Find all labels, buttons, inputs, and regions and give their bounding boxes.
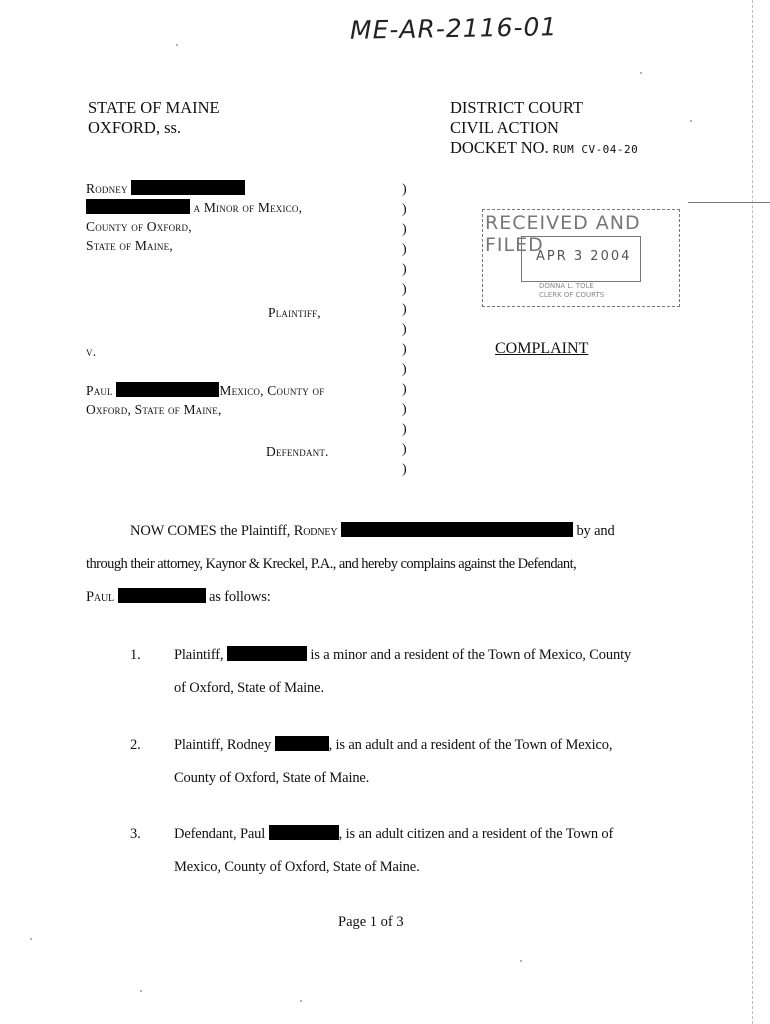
defendant-residence: Mexico, County of — [219, 383, 325, 398]
docket-line — [450, 138, 638, 160]
action-type: CIVIL ACTION — [450, 118, 559, 137]
document-title: COMPLAINT — [495, 340, 589, 357]
scan-edge-line — [752, 0, 754, 1024]
numbered-paragraph-1 — [130, 639, 690, 705]
paragraph-line — [174, 639, 690, 672]
intro-line-3 — [86, 581, 686, 614]
intro-paragraph — [86, 515, 686, 614]
paragraph-line: County of Oxford, State of Maine. — [174, 770, 370, 786]
scan-speck — [690, 120, 692, 122]
paragraph-line — [174, 818, 690, 851]
defendant-line-2: Oxford, State of Maine, — [86, 402, 222, 417]
numbered-paragraph-3 — [130, 818, 690, 884]
redaction-bar — [269, 825, 339, 840]
venue-state: STATE OF MAINE — [88, 98, 220, 117]
stamp-title: RECEIVED AND FILED — [485, 212, 641, 256]
scan-speck — [640, 72, 642, 74]
court-name: DISTRICT COURT — [450, 98, 584, 117]
stamp-date: APR 3 2004 — [536, 249, 632, 264]
scan-speck — [140, 990, 142, 992]
caption-parentheses: ) ) ) ) ) ) ) ) ) ) ) ) ) ) ) — [402, 182, 407, 477]
handwritten-docket-code: ME-AR-2116-01 — [349, 12, 558, 45]
paragraph-text: is a minor and a resident of the Town of Mexico, County — [310, 647, 632, 663]
paragraph-text: Plaintiff, Rodney — [174, 737, 272, 753]
defendant-role: Defendant. — [266, 444, 329, 459]
venue-county: OXFORD, ss. — [88, 118, 182, 137]
stamp-clerk-title: CLERK OF COURTS — [539, 291, 605, 299]
intro-plaintiff-name: Rodney — [293, 523, 338, 539]
scan-speck — [300, 1000, 302, 1002]
redaction-bar — [227, 646, 307, 661]
defendant-name-label: Paul — [86, 383, 113, 398]
intro-defendant-name: Paul — [86, 589, 115, 605]
plaintiff-line-2 — [86, 198, 386, 217]
plaintiff-role: Plaintiff, — [268, 305, 321, 320]
court-header — [450, 98, 638, 160]
plaintiff-line-3: County of Oxford, — [86, 219, 192, 234]
plaintiff-line-4: State of Maine, — [86, 238, 173, 253]
redaction-bar — [118, 588, 206, 603]
versus-label: v. — [86, 344, 97, 359]
paragraph-number: 3. — [130, 826, 141, 842]
stamp-clerk-name: DONNA L. TOLE — [539, 282, 594, 290]
redaction-bar — [341, 522, 573, 537]
docket-number: RUM CV-04-20 — [552, 143, 639, 156]
page-number: Page 1 of 3 — [338, 914, 404, 930]
redaction-bar — [131, 180, 245, 195]
paragraph-text: , is an adult and a resident of the Town of Mexico, — [328, 737, 613, 753]
intro-text-3: as follows: — [209, 589, 271, 605]
defendant-line-1 — [86, 381, 406, 400]
redaction-bar — [116, 382, 219, 397]
paragraph-text: Defendant, Paul — [174, 826, 266, 842]
stamp-date-box — [521, 236, 641, 282]
scan-edge-mark — [688, 202, 770, 203]
intro-text-1: NOW COMES the Plaintiff, — [130, 523, 291, 539]
plaintiff-name-label: Rodney — [86, 181, 128, 196]
redaction-bar — [86, 199, 190, 214]
received-filed-stamp — [482, 209, 680, 307]
intro-line-2: through their attorney, Kaynor & Kreckel, P.A., and hereby complains against the Defendant, — [86, 556, 577, 572]
plaintiff-descriptor: a Minor of Mexico, — [193, 200, 303, 215]
scan-speck — [520, 960, 522, 962]
defendant-caption — [86, 381, 406, 419]
case-caption — [86, 179, 386, 255]
paragraph-text: Plaintiff, — [174, 647, 224, 663]
venue-header — [88, 98, 220, 138]
paragraph-line: Mexico, County of Oxford, State of Maine. — [174, 859, 420, 875]
paragraph-line: of Oxford, State of Maine. — [174, 680, 324, 696]
redaction-bar — [275, 736, 329, 751]
stamp-clerk — [539, 282, 604, 300]
docket-label: DOCKET NO. — [450, 138, 549, 157]
paragraph-line — [174, 729, 690, 762]
paragraph-number: 2. — [130, 737, 141, 753]
plaintiff-line-1 — [86, 179, 386, 198]
scan-speck — [30, 938, 32, 940]
paragraph-text: , is an adult citizen and a resident of the Town of — [338, 826, 614, 842]
paragraph-number: 1. — [130, 647, 141, 663]
numbered-paragraph-2 — [130, 729, 690, 795]
intro-text-2: by and — [576, 523, 615, 539]
scan-speck — [176, 44, 178, 46]
intro-line-1 — [86, 515, 686, 548]
